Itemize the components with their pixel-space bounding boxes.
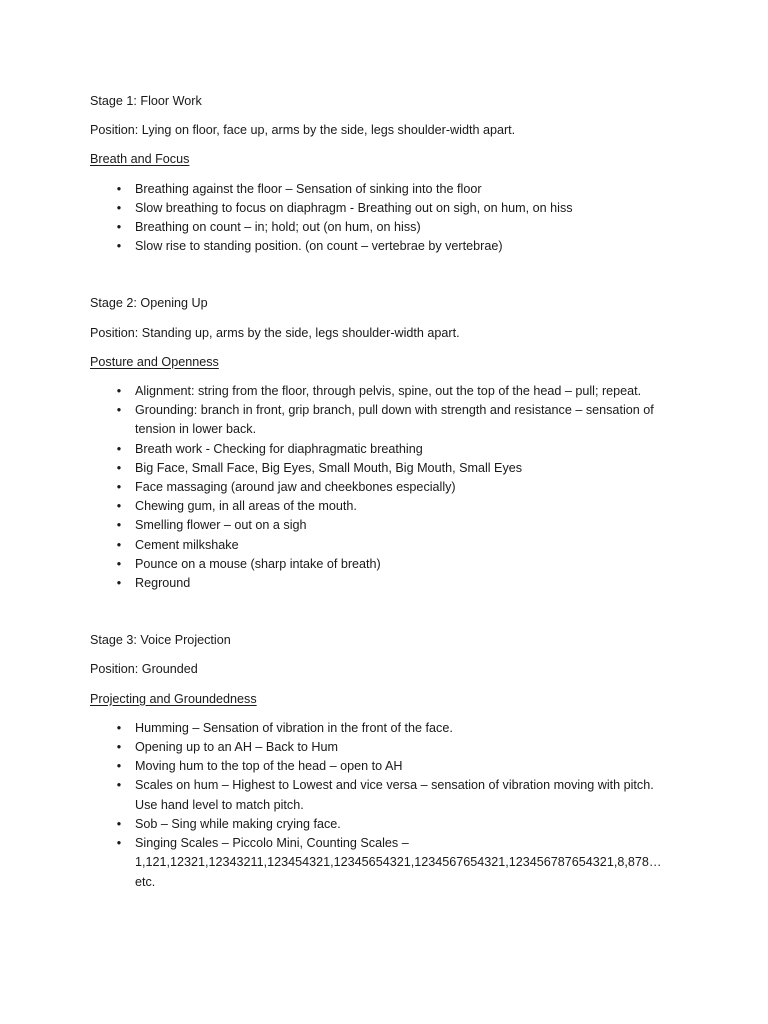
bullet-icon: •	[116, 220, 122, 235]
list-item	[90, 180, 690, 199]
stage-1-position: Position: Lying on floor, face up, arms by the side, legs shoulder-width apart.	[90, 123, 516, 138]
bullet-icon: •	[116, 740, 122, 755]
list-item-text: Breathing against the floor – Sensation of sinking into the floor	[135, 181, 482, 196]
stage-1-bullet-list	[90, 180, 690, 257]
list-item	[90, 382, 690, 401]
list-item-text: 1,121,12321,12343211,123454321,12345654321,1234567654321,123456787654321,8,878…	[135, 855, 662, 870]
list-item	[90, 459, 690, 478]
list-item-text: Sob – Sing while making crying face.	[135, 816, 341, 831]
list-item-text: Breath work - Checking for diaphragmatic breathing	[135, 441, 423, 456]
list-item-text: Scales on hum – Highest to Lowest and vice versa – sensation of vibration moving with pitch.	[135, 778, 654, 793]
list-item	[90, 478, 690, 497]
list-item	[90, 516, 690, 535]
bullet-icon: •	[116, 556, 122, 571]
bullet-icon: •	[116, 816, 122, 831]
list-item	[90, 738, 690, 757]
list-item-text: Humming – Sensation of vibration in the front of the face.	[135, 720, 453, 735]
stage-3-title: Stage 3: Voice Projection	[90, 633, 231, 648]
stage-1-title: Stage 1: Floor Work	[90, 94, 202, 108]
list-item	[90, 401, 690, 439]
list-item	[90, 237, 690, 256]
list-item	[90, 776, 690, 814]
bullet-icon: •	[116, 384, 122, 399]
stage-2-title: Stage 2: Opening Up	[90, 296, 208, 311]
list-item	[90, 757, 690, 776]
list-item-text: tension in lower back.	[135, 422, 257, 437]
stage-2-section	[90, 294, 690, 593]
stage-2-heading: Posture and Openness	[90, 354, 219, 369]
stage-3-heading: Projecting and Groundedness	[90, 691, 257, 706]
list-item	[90, 719, 690, 738]
bullet-icon: •	[116, 441, 122, 456]
list-item	[90, 440, 690, 459]
list-item-text: Big Face, Small Face, Big Eyes, Small Mouth, Big Mouth, Small Eyes	[135, 460, 523, 475]
bullet-icon: •	[116, 460, 122, 475]
list-item-text: Grounding: branch in front, grip branch, pull down with strength and resistance – sensation of	[135, 403, 654, 418]
bullet-icon: •	[116, 239, 122, 254]
bullet-icon: •	[116, 759, 122, 774]
bullet-icon: •	[116, 480, 122, 495]
stage-1-section	[90, 92, 690, 256]
stage-2-position: Position: Standing up, arms by the side, legs shoulder-width apart.	[90, 325, 460, 340]
list-item	[90, 218, 690, 237]
stage-3-bullet-list	[90, 719, 690, 892]
bullet-icon: •	[116, 576, 122, 591]
list-item-text: Alignment: string from the floor, through pelvis, spine, out the top of the head – pull; repeat.	[135, 384, 642, 399]
list-item-text: Smelling flower – out on a sigh	[135, 518, 307, 533]
bullet-icon: •	[116, 181, 122, 196]
bullet-icon: •	[116, 720, 122, 735]
list-item	[90, 815, 690, 834]
list-item-text: Use hand level to match pitch.	[135, 797, 304, 812]
list-item-text: Slow breathing to focus on diaphragm - Breathing out on sigh, on hum, on hiss	[135, 200, 573, 215]
list-item-text: Moving hum to the top of the head – open to AH	[135, 759, 403, 774]
document-page	[90, 92, 690, 892]
list-item-text: Chewing gum, in all areas of the mouth.	[135, 499, 357, 514]
stage-2-bullet-list	[90, 382, 690, 593]
stage-3-position: Position: Grounded	[90, 662, 198, 677]
list-item-text: Face massaging (around jaw and cheekbones especially)	[135, 480, 456, 495]
list-item-text: Breathing on count – in; hold; out (on hum, on hiss)	[135, 220, 421, 235]
list-item	[90, 536, 690, 555]
bullet-icon: •	[116, 836, 122, 851]
list-item-text: Slow rise to standing position. (on count – vertebrae by vertebrae)	[135, 239, 503, 254]
bullet-icon: •	[116, 778, 122, 793]
bullet-icon: •	[116, 403, 122, 418]
stage-1-heading: Breath and Focus	[90, 152, 190, 167]
bullet-icon: •	[116, 200, 122, 215]
list-item	[90, 199, 690, 218]
list-item-text: Cement milkshake	[135, 537, 239, 552]
bullet-icon: •	[116, 499, 122, 514]
list-item	[90, 834, 690, 892]
list-item	[90, 574, 690, 593]
list-item-text: Opening up to an AH – Back to Hum	[135, 740, 339, 755]
bullet-icon: •	[116, 518, 122, 533]
list-item-text: Singing Scales – Piccolo Mini, Counting Scales –	[135, 836, 409, 851]
list-item	[90, 555, 690, 574]
list-item	[90, 497, 690, 516]
list-item-text: Pounce on a mouse (sharp intake of breath)	[135, 556, 381, 571]
list-item-text: Reground	[135, 576, 191, 591]
list-item-text: etc.	[135, 874, 156, 889]
bullet-icon: •	[116, 537, 122, 552]
stage-3-section	[90, 631, 690, 891]
